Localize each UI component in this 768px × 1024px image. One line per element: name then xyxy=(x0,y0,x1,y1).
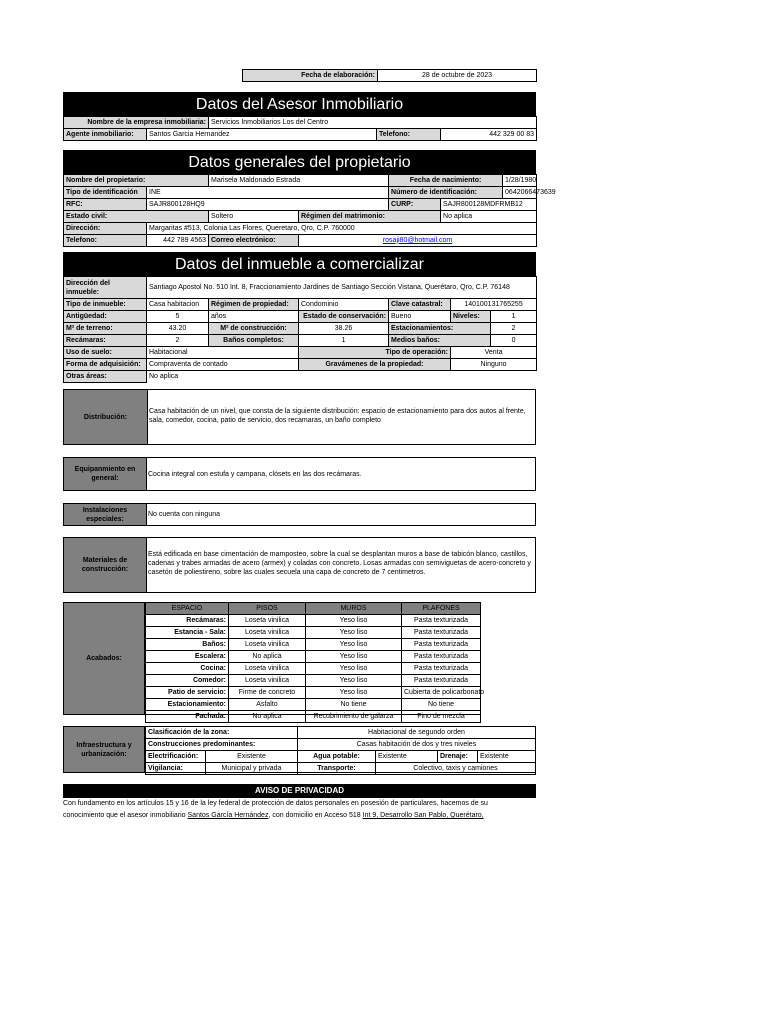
inm-medios-label: Medios baños: xyxy=(389,335,491,347)
inmueble-title: Datos del inmueble a comercializar xyxy=(63,252,536,277)
acabados-cell: Yeso liso xyxy=(306,627,402,639)
inm-oper-label: Tipo de operación: xyxy=(299,347,451,359)
prop-dir-value: Margaritas #513, Colonia Las Flores, Queretaro, Qro, C.P. 760000 xyxy=(147,223,537,235)
instalaciones-text: No cuenta con ninguna xyxy=(148,511,220,518)
agente-label: Agente inmobiliario: xyxy=(64,129,147,141)
prop-nombre-value: Marisela Maldonado Estrada xyxy=(209,175,389,187)
acabados-cell: Loseta vinilica xyxy=(229,675,306,687)
infra-elec-value: Existente xyxy=(205,751,297,763)
distribucion-box xyxy=(63,389,536,445)
asesor-tel-label: Telefono: xyxy=(377,129,441,141)
inm-tipo-label: Tipo de inmueble: xyxy=(64,299,147,311)
acabados-cell: Yeso liso xyxy=(306,663,402,675)
agente-value: Santos Garcia Hernandez xyxy=(147,129,377,141)
asesor-tel-value: 442 329 00 83 xyxy=(441,129,537,141)
prop-numid-value: 0642066473639 xyxy=(503,187,537,199)
inm-dir-value: Santiago Apostol No. 510 Int. 8, Fraccionamiento Jardines de Santiago Sección Vistana, Querétaro, Qro, C.P. 76148 xyxy=(147,277,537,299)
acabados-espacio: Baños: xyxy=(146,639,229,651)
propietario-title: Datos generales del propietario xyxy=(63,150,536,175)
inm-banos-value: 1 xyxy=(299,335,389,347)
acabados-cell: Firme de concreto xyxy=(229,687,306,699)
infra-vig-label: Vigilancia: xyxy=(145,763,205,775)
acabados-row xyxy=(146,675,481,687)
inm-recam-label: Recámaras: xyxy=(64,335,147,347)
acabados-cell: Loseta vinilica xyxy=(229,639,306,651)
prop-tel-value: 442 789 4563 xyxy=(147,235,209,247)
inm-oper-value: Venta xyxy=(451,347,537,359)
equipamiento-label: Equipanmiento en general: xyxy=(64,458,147,490)
materiales-box xyxy=(63,537,536,593)
inm-regprop-value: Condominio xyxy=(299,299,389,311)
infra-box xyxy=(63,726,536,773)
acabados-cell: Loseta vinilica xyxy=(229,663,306,675)
materiales-text: Está edificada en base cimentación de mamposteo, sobre la cual se desplantan muros a base de tabicón blanco, castillos, cadenas y trabes armadas de acero (armex) y coladas con concreto. Losas armadas con semiviguetas de acero-concreto y casetón de poliestireno, sobre las cuales secuela una capa de concreto de 7 centimetros. xyxy=(148,551,531,576)
prop-dir-label: Dirección: xyxy=(64,223,147,235)
infra-label: Infraestructura y urbanización: xyxy=(64,727,145,772)
acabados-row xyxy=(146,615,481,627)
empresa-value: Servicios Inmobiliarios Los del Centro xyxy=(209,117,537,129)
fecha-table xyxy=(242,69,537,82)
acabados-cell: No tiene xyxy=(402,699,481,711)
infra-clasif-label: Clasificación de la zona: xyxy=(145,727,297,739)
infra-transp-value: Colectivo, taxis y camiones xyxy=(375,763,535,775)
acabados-table xyxy=(145,602,485,723)
prop-nac-value: 1/28/1980 xyxy=(503,175,537,187)
acabados-cell: Pasta texturizada xyxy=(402,663,481,675)
acabados-label: Acabados: xyxy=(64,603,145,714)
acabados-cell: Pasta texturizada xyxy=(402,639,481,651)
acabados-cell: Yeso liso xyxy=(306,675,402,687)
prop-regimen-value: No aplica xyxy=(441,211,537,223)
acabados-row xyxy=(146,651,481,663)
prop-numid-label: Número de identificación: xyxy=(389,187,503,199)
inm-otras-empty xyxy=(299,371,537,383)
inm-clave-label: Clave catastral: xyxy=(389,299,451,311)
privacidad-line2a: conocimiento que el asesor inmobiliario xyxy=(63,812,188,819)
prop-tel-label: Telefono: xyxy=(64,235,147,247)
instalaciones-label: Instalaciones especiales: xyxy=(64,504,147,525)
acabados-cell: Yeso liso xyxy=(306,651,402,663)
fecha-label: Fecha de elaboración: xyxy=(243,70,378,82)
inm-niveles-value: 1 xyxy=(491,311,537,323)
privacidad-line1: Con fundamento en los artículos 15 y 16 de la ley federal de protección de datos personales en posesión de particulares, hacemos de su xyxy=(63,800,488,807)
acabados-espacio: Comedor: xyxy=(146,675,229,687)
inm-antig-label: Antigüedad: xyxy=(64,311,147,323)
inm-grav-value: Ninguno xyxy=(451,359,537,371)
acabados-row xyxy=(146,663,481,675)
inm-constr-label: M² de construcción: xyxy=(209,323,299,335)
acabados-espacio: Escalera: xyxy=(146,651,229,663)
inm-antig-value: 5 xyxy=(147,311,209,323)
fecha-value: 28 de octubre de 2023 xyxy=(378,70,537,82)
inm-medios-value: 0 xyxy=(491,335,537,347)
acabados-cell: Recubrimiento de galarza xyxy=(306,711,402,723)
prop-nac-label: Fecha de nacimiento: xyxy=(389,175,503,187)
acabados-cell: No aplica xyxy=(229,651,306,663)
acabados-row xyxy=(146,627,481,639)
acabados-header: ESPACIO xyxy=(146,603,229,615)
acabados-cell: Loseta vinilica xyxy=(229,615,306,627)
inm-estac-value: 2 xyxy=(491,323,537,335)
correo-link[interactable]: rosaji80@hotmail.com xyxy=(382,236,453,244)
privacidad-line2 xyxy=(63,810,543,822)
acabados-cell: Pasta texturizada xyxy=(402,627,481,639)
inm-antig-unit: años xyxy=(209,311,299,323)
acabados-box xyxy=(63,602,485,720)
acabados-cell: Loseta vinilica xyxy=(229,627,306,639)
acabados-cell: Asfalto xyxy=(229,699,306,711)
acabados-cell: Pasta texturizada xyxy=(402,651,481,663)
acabados-espacio: Estancia - Sala: xyxy=(146,627,229,639)
inm-adq-value: Compraventa de contado xyxy=(147,359,299,371)
prop-rfc-label: RFC: xyxy=(64,199,147,211)
distribucion-label: Distribución: xyxy=(64,390,148,444)
prop-curp-label: CURP: xyxy=(389,199,441,211)
acabados-header: PISOS xyxy=(229,603,306,615)
infra-drenaje-label: Drenaje: xyxy=(437,751,477,763)
privacidad-text xyxy=(63,798,543,822)
infra-clasif-value: Habitacional de segundo orden xyxy=(297,727,535,739)
prop-correo-value[interactable] xyxy=(299,235,537,247)
acabados-cell: Cubierta de policarbonato xyxy=(402,687,481,699)
prop-civil-label: Estado civil: xyxy=(64,211,209,223)
inm-terreno-value: 43.20 xyxy=(147,323,209,335)
inm-constr-value: 38.26 xyxy=(299,323,389,335)
infra-agua-label: Agua potable: xyxy=(297,751,375,763)
propietario-table xyxy=(63,174,556,247)
acabados-row xyxy=(146,711,481,723)
acabados-header: PLAFONES xyxy=(402,603,481,615)
acabados-cell: Yeso liso xyxy=(306,639,402,651)
prop-nombre-label: Nombre del propietario: xyxy=(64,175,209,187)
prop-tipoid-value: INE xyxy=(147,187,389,199)
prop-tipoid-label: Tipo de identificación xyxy=(64,187,147,199)
acabados-espacio: Estacionamiento: xyxy=(146,699,229,711)
infra-vig-value: Municipal y privada xyxy=(205,763,297,775)
asesor-table xyxy=(63,116,537,141)
infra-table xyxy=(145,726,536,775)
infra-constr-label: Construcciones predominantes: xyxy=(145,739,297,751)
infra-transp-label: Transporte: xyxy=(297,763,375,775)
distribucion-text: Casa habitación de un nivel, que consta de la siguiente distribución: espacio de estacionamiento para dos autos al frente, sala, comedor, cocina, patio de servicio, dos recamaras, un baño completo xyxy=(149,408,526,424)
acabados-row xyxy=(146,639,481,651)
privacidad-domicilio: Int 9, Desarrollo San Pablo, Querétaro, xyxy=(362,812,484,819)
inm-grav-label: Gravámenes de la propiedad: xyxy=(299,359,451,371)
instalaciones-box xyxy=(63,503,536,526)
equipamiento-box xyxy=(63,457,536,491)
prop-rfc-value: SAJR800128HQ9 xyxy=(147,199,389,211)
acabados-espacio: Recámaras: xyxy=(146,615,229,627)
acabados-row xyxy=(146,687,481,699)
acabados-row xyxy=(146,699,481,711)
privacidad-line2c: , con domicilio en Acceso 518 xyxy=(268,812,363,819)
prop-regimen-label: Régimen del matrimonio: xyxy=(299,211,441,223)
infra-agua-value: Existente xyxy=(375,751,437,763)
acabados-cell: No aplica xyxy=(229,711,306,723)
acabados-cell: No tiene xyxy=(306,699,402,711)
inm-conserv-value: Bueno xyxy=(389,311,451,323)
inm-terreno-label: M² de terreno: xyxy=(64,323,147,335)
acabados-cell: Yeso liso xyxy=(306,615,402,627)
inm-dir-label: Dirección del inmueble: xyxy=(64,277,147,299)
acabados-cell: Pasta texturizada xyxy=(402,615,481,627)
inm-regprop-label: Régimen de propiedad: xyxy=(209,299,299,311)
asesor-title: Datos del Asesor Inmobiliario xyxy=(63,92,536,117)
acabados-cell: Pasta texturizada xyxy=(402,675,481,687)
prop-curp-value: SAJR800128MDFRMB12 xyxy=(441,199,537,211)
inm-adq-label: Forma de adquisición: xyxy=(64,359,147,371)
inm-tipo-value: Casa habitacion xyxy=(147,299,209,311)
inm-niveles-label: Niveles: xyxy=(451,311,491,323)
inm-otras-label: Otras áreas: xyxy=(64,371,147,383)
acabados-espacio: Cocina: xyxy=(146,663,229,675)
inmueble-table xyxy=(63,276,537,383)
prop-civil-value: Soltero xyxy=(209,211,299,223)
acabados-cell: Yeso liso xyxy=(306,687,402,699)
acabados-cell: Fino de mezcla xyxy=(402,711,481,723)
empresa-label: Nombre de la empresa inmobiliaria: xyxy=(64,117,209,129)
inm-banos-label: Baños completos: xyxy=(209,335,299,347)
inm-clave-value: 140100131765255 xyxy=(451,299,537,311)
infra-constr-value: Casas habitación de dos y tres niveles xyxy=(297,739,535,751)
inm-conserv-label: Estado de conservación: xyxy=(299,311,389,323)
privacidad-asesor: Santos García Hernández xyxy=(187,812,269,819)
inm-uso-label: Uso de suelo: xyxy=(64,347,147,359)
inm-recam-value: 2 xyxy=(147,335,209,347)
acabados-header: MUROS xyxy=(306,603,402,615)
acabados-espacio: Patio de servicio: xyxy=(146,687,229,699)
inm-otras-value: No aplica xyxy=(149,372,179,380)
acabados-espacio: Fachada: xyxy=(146,711,229,723)
equipamiento-text: Cocina integral con estufa y campana, clósets en las dos recámaras. xyxy=(148,470,362,478)
privacidad-title: AVISO DE PRIVACIDAD xyxy=(63,784,536,798)
prop-correo-label: Correo electrónico: xyxy=(209,235,299,247)
inm-estac-label: Estacionamientos: xyxy=(389,323,491,335)
materiales-label: Materiales de construcción: xyxy=(64,538,147,592)
infra-drenaje-value: Existente xyxy=(477,751,535,763)
infra-elec-label: Electrificación: xyxy=(145,751,205,763)
inm-uso-value: Habitacional xyxy=(147,347,299,359)
